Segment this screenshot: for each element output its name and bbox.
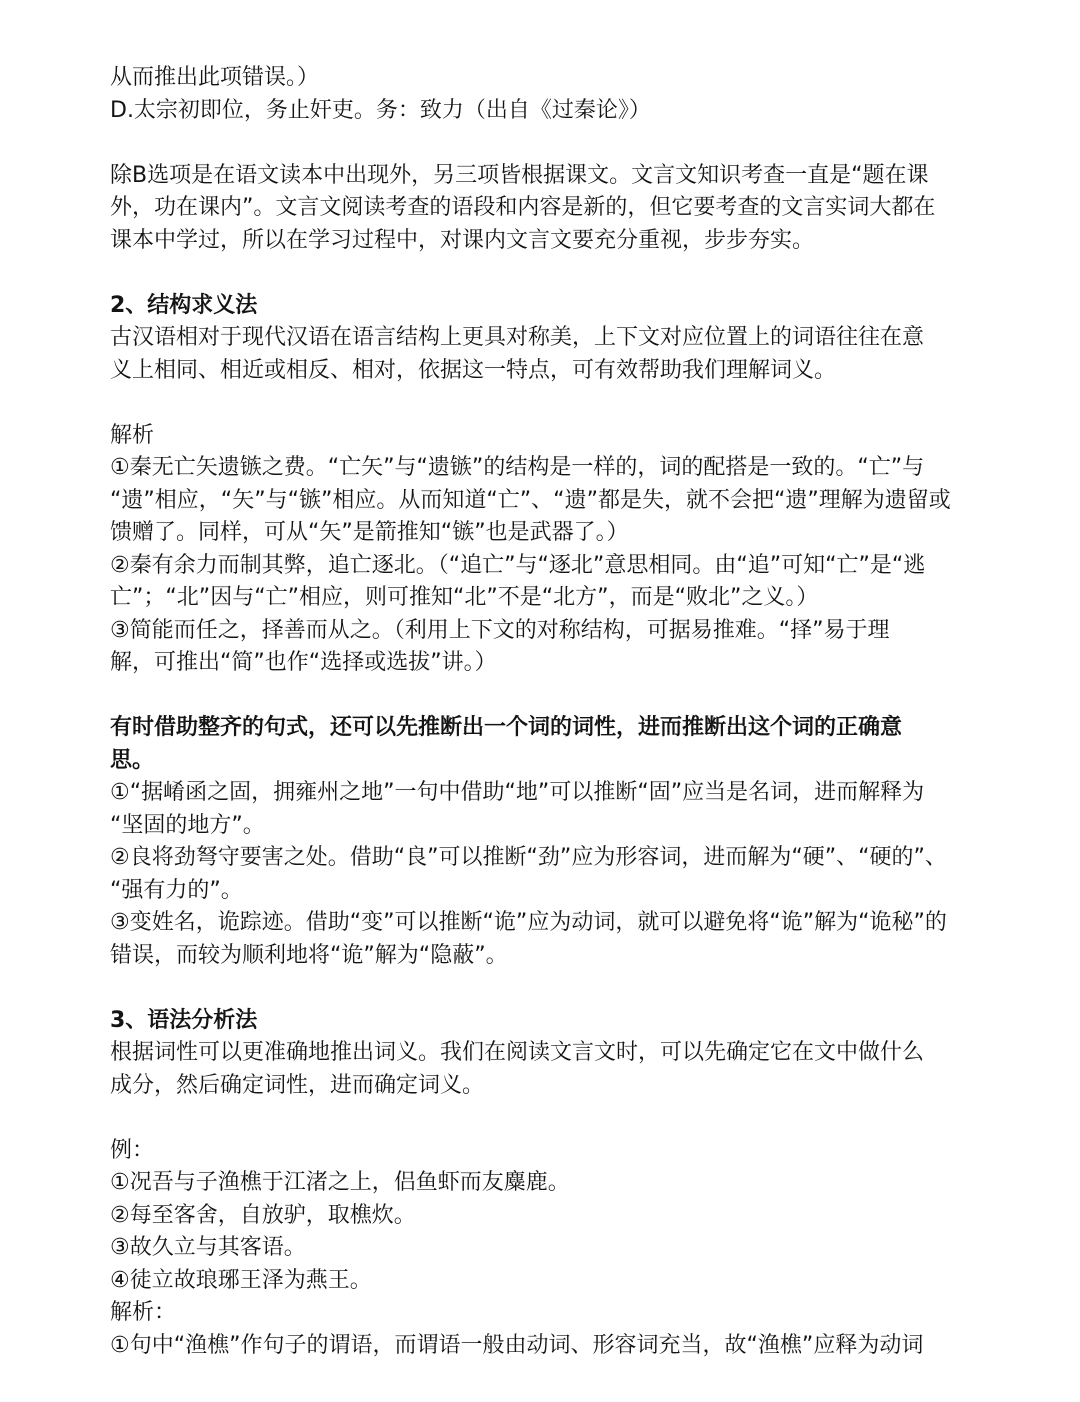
summary-paragraph (110, 160, 990, 258)
text-line: ①句中“渔樵”作句子的谓语，而谓语一般由动词、形容词充当，故“渔樵”应释为动词 (110, 1332, 924, 1358)
text-line: ①“据崤函之固，拥雍州之地”一句中借助“地”可以推断“固”应当是名词，进而解释为 (110, 780, 925, 805)
text-line: ③变姓名，诡踪迹。借助“变”可以推断“诡”应为动词，就可以避免将“诡”解为“诡秘”的 (110, 910, 947, 935)
text-line: 课本中学过，所以在学习过程中，对课内文言文要充分重视，步步夯实。 (110, 227, 815, 253)
text-line: “强有力的”。 (110, 877, 243, 903)
text-line: 解，可推出“简”也作“选择或选拔”讲。） (110, 650, 497, 675)
text-line: 除B选项是在语文读本中出现外，另三项皆根据课文。文言文知识考查一直是“题在课 (110, 162, 929, 188)
text-line: 错误，而较为顺利地将“诡”解为“隐蔽”。 (110, 942, 508, 968)
paragraph-gap (110, 127, 990, 160)
document-page (110, 62, 990, 1362)
text-line: 成分，然后确定词性，进而确定词义。 (110, 1072, 485, 1098)
text-line: 外，功在课内”。文言文阅读考查的语段和内容是新的，但它要考查的文言实词大都在 (110, 195, 936, 220)
text-line: “遗”相应，“矢”与“镞”相应。从而知道“亡”、“遗”都是失，就不会把“遗”理解为遗留或 (110, 487, 951, 513)
text-line: ③简能而任之，择善而从之。（利用上下文的对称结构，可据易推难。“择”易于理 (110, 617, 890, 643)
analysis-block (110, 420, 990, 680)
section-structure (110, 290, 990, 388)
tip-block (110, 712, 990, 972)
section-grammar (110, 1005, 990, 1103)
text-line: 古汉语相对于现代汉语在语言结构上更具对称美，上下文对应位置上的词语往往在意 (110, 325, 925, 350)
text-line: ②每至客舍，自放驴，取樵炊。 (110, 1202, 416, 1228)
paragraph-gap (110, 257, 990, 290)
text-line: 馈赠了。同样，可从“矢”是箭推知“镞”也是武器了。） (110, 520, 629, 545)
paragraph-gap (110, 1102, 990, 1135)
analysis-label: 解析 (110, 422, 155, 448)
section-heading: 3、语法分析法 (110, 1007, 258, 1033)
paragraph-gap (110, 387, 990, 420)
example-label: 例： (110, 1137, 155, 1163)
text-line: ①秦无亡矢遗镞之费。“亡矢”与“遗镞”的结构是一样的，词的配搭是一致的。“亡”与 (110, 455, 925, 480)
section-heading: 2、结构求义法 (110, 292, 258, 318)
analysis-label: 解析： (110, 1300, 177, 1325)
paragraph-gap (110, 680, 990, 713)
example-block (110, 1135, 990, 1363)
tip-heading: 有时借助整齐的句式，还可以先推断出一个词的词性，进而推断出这个词的正确意 (110, 715, 903, 740)
text-line: ④徒立故琅琊王泽为燕王。 (110, 1267, 372, 1293)
text-line: 义上相同、相近或相反、相对，依据这一特点，可有效帮助我们理解词义。 (110, 357, 837, 383)
text-line: D.太宗初即位，务止奸吏。务：致力（出自《过秦论》） (110, 97, 651, 123)
intro-block (110, 62, 990, 127)
text-line: ③故久立与其客语。 (110, 1235, 306, 1260)
text-line: 根据词性可以更准确地推出词义。我们在阅读文言文时，可以先确定它在文中做什么 (110, 1040, 925, 1065)
text-line: 亡”；“北”因与“亡”相应，则可推知“北”不是“北方”，而是“败北”之义。） (110, 585, 819, 610)
tip-heading: 思。 (110, 747, 155, 773)
text-line: ②良将劲弩守要害之处。借助“良”可以推断“劲”应为形容词，进而解为“硬”、“硬的”、 (110, 845, 947, 870)
text-line: 从而推出此项错误。） (110, 65, 320, 90)
text-line: ②秦有余力而制其弊，追亡逐北。（“追亡”与“逐北”意思相同。由“追”可知“亡”是“逃 (110, 552, 926, 578)
paragraph-gap (110, 972, 990, 1005)
text-line: ①况吾与子渔樵于江渚之上，侣鱼虾而友麋鹿。 (110, 1170, 570, 1195)
text-line: “坚固的地方”。 (110, 812, 265, 838)
